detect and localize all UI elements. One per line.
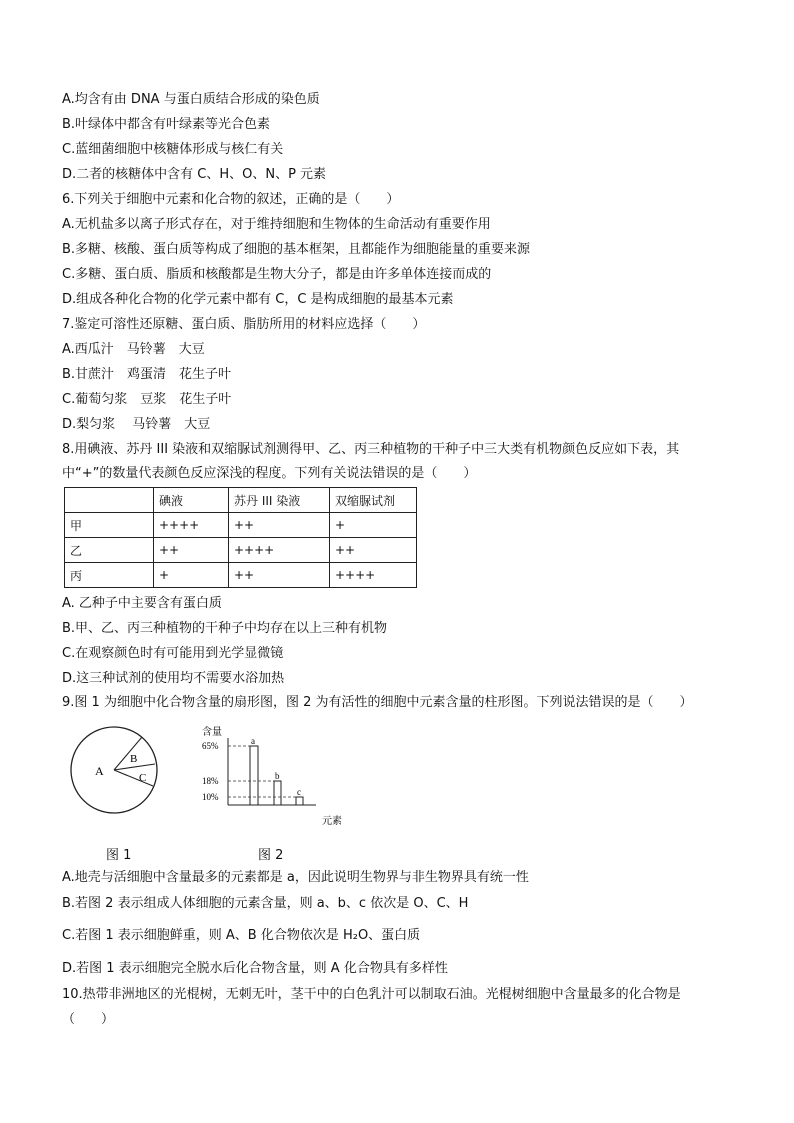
- table-header-row: [65, 488, 417, 513]
- figure2-caption: 图 2: [258, 848, 284, 863]
- y-tick-label: 18%: [202, 776, 219, 786]
- q6-option-a: A.无机盐多以离子形式存在，对于维持细胞和生物体的生命活动有重要作用: [62, 217, 491, 232]
- table-header-cell: [65, 488, 154, 513]
- table-cell: ++++: [229, 538, 330, 563]
- q7-option-a: A.西瓜汁 马铃薯 大豆: [62, 342, 205, 357]
- table-cell: ++++: [154, 513, 229, 538]
- q6-option-d: D.组成各种化合物的化学元素中都有 C，C 是构成细胞的最基本元素: [62, 292, 454, 307]
- q7-option-b: B.甘蔗汁 鸡蛋清 花生子叶: [62, 367, 232, 382]
- q6-option-b: B.多糖、核酸、蛋白质等构成了细胞的基本框架，且都能作为细胞能量的重要来源: [62, 242, 531, 257]
- table-row: [65, 563, 417, 588]
- reaction-table: [64, 487, 417, 588]
- q10-stem-line1: 10.热带非洲地区的光棍树，无刺无叶，茎干中的白色乳汁可以制取石油。光棍树细胞中含量最多的化合物是: [62, 987, 681, 1002]
- table-header-cell: 碘液: [154, 488, 229, 513]
- q5-option-a: A.均含有由 DNA 与蛋白质结合形成的染色质: [62, 92, 320, 107]
- bar-label-b: b: [275, 771, 280, 781]
- pie-label-a: A: [95, 764, 104, 778]
- y-axis-label: 含量: [202, 727, 222, 738]
- q8-option-d: D.这三种试剂的使用均不需要水浴加热: [62, 671, 285, 686]
- table-cell: +: [330, 513, 417, 538]
- table-cell: ++: [154, 538, 229, 563]
- table-row: [65, 513, 417, 538]
- q7-stem: 7.鉴定可溶性还原糖、蛋白质、脂肪所用的材料应选择（ ）: [62, 317, 426, 332]
- pie-label-b: B: [130, 753, 138, 765]
- q9-option-a: A.地壳与活细胞中含量最多的元素都是 a，因此说明生物界与非生物界具有统一性: [62, 870, 529, 885]
- q8-option-b: B.甲、乙、丙三种植物的干种子中均存在以上三种有机物: [62, 621, 388, 636]
- table-cell: ++: [330, 538, 417, 563]
- q10-stem-line2: （ ）: [62, 1012, 115, 1027]
- q5-option-b: B.叶绿体中都含有叶绿素等光合色素: [62, 117, 271, 132]
- table-cell: +: [154, 563, 229, 588]
- bar-a: [250, 746, 258, 805]
- pie-boundary-line: [114, 737, 142, 770]
- bar-b: [274, 781, 281, 805]
- pie-label-c: C: [139, 772, 147, 784]
- table-header-cell: 苏丹 III 染液: [229, 488, 330, 513]
- figure1-caption: 图 1: [106, 848, 132, 863]
- table-cell: 乙: [65, 538, 154, 563]
- q9-option-c: C.若图 1 表示细胞鲜重，则 A、B 化合物依次是 H₂O、蛋白质: [62, 928, 421, 943]
- table-row: [65, 538, 417, 563]
- figure2-bar-chart: [196, 724, 356, 832]
- table-cell: 丙: [65, 563, 154, 588]
- q9-stem: 9.图 1 为细胞中化合物含量的扇形图，图 2 为有活性的细胞中元素含量的柱形图。下列说法错误的是（ ）: [62, 695, 693, 710]
- pie-boundary-line: [114, 770, 153, 786]
- table-cell: ++: [229, 563, 330, 588]
- bar-label-c: c: [297, 787, 301, 797]
- bar-label-a: a: [251, 736, 255, 746]
- y-tick-label: 10%: [202, 792, 219, 802]
- q6-stem: 6.下列关于细胞中元素和化合物的叙述，正确的是（ ）: [62, 192, 400, 207]
- x-axis-label: 元素: [322, 816, 342, 827]
- y-tick-label: 65%: [202, 741, 219, 751]
- q9-option-d: D.若图 1 表示细胞完全脱水后化合物含量，则 A 化合物具有多样性: [62, 961, 448, 976]
- q7-option-c: C.葡萄匀浆 豆浆 花生子叶: [62, 392, 232, 407]
- q7-option-d: D.梨匀浆 马铃薯 大豆: [62, 417, 211, 432]
- q5-option-d: D.二者的核糖体中含有 C、H、O、N、P 元素: [62, 167, 327, 182]
- q8-option-c: C.在观察颜色时有可能用到光学显微镜: [62, 646, 284, 661]
- q6-option-c: C.多糖、蛋白质、脂质和核酸都是生物大分子，都是由许多单体连接而成的: [62, 267, 492, 282]
- table-cell: ++: [229, 513, 330, 538]
- q5-option-c: C.蓝细菌细胞中核糖体形成与核仁有关: [62, 142, 284, 157]
- table-cell: 甲: [65, 513, 154, 538]
- figure1-pie-chart: [66, 722, 166, 822]
- table-cell: ++++: [330, 563, 417, 588]
- q8-option-a: A. 乙种子中主要含有蛋白质: [62, 596, 222, 611]
- q8-stem-line2: 中“+”的数量代表颜色反应深浅的程度。下列有关说法错误的是（ ）: [62, 466, 477, 481]
- q9-option-b: B.若图 2 表示组成人体细胞的元素含量，则 a、b、c 依次是 O、C、H: [62, 896, 469, 911]
- bars-group: [202, 736, 303, 805]
- q8-stem-line1: 8.用碘液、苏丹 III 染液和双缩脲试剂测得甲、乙、丙三种植物的干种子中三大类有机物颜色反应如下表，其: [62, 442, 680, 457]
- table-header-cell: 双缩脲试剂: [330, 488, 417, 513]
- bar-c: [296, 797, 303, 805]
